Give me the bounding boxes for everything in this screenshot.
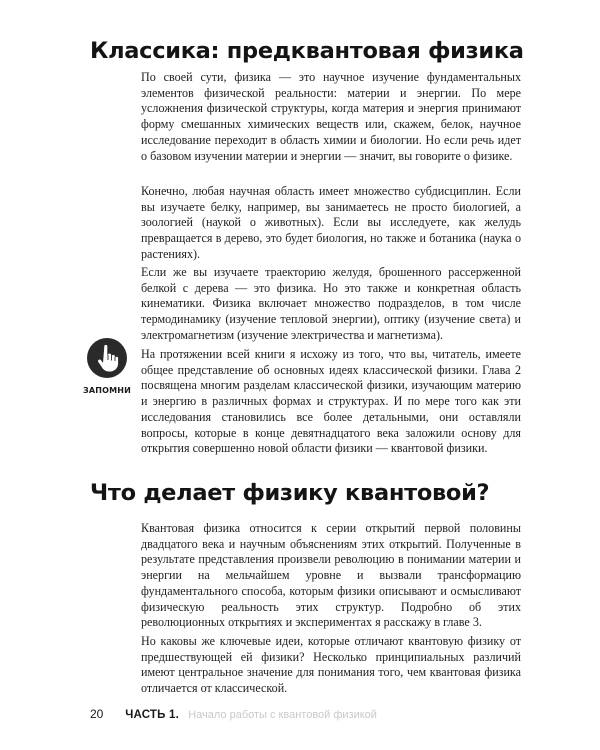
- part-label: ЧАСТЬ 1.: [125, 709, 179, 721]
- paragraph-remember-note: [141, 347, 521, 457]
- paragraph-text: Квантовая физика относится к серии открытий первой половины двадцатого века и научным объяснениям этих открытий. Полученные в результате представления произвели революцию в понимании материи и энергии на мельчайшем уровне и вызвали трансформацию фундаментального способа, которым физики описывают и осмысливают физическую реальность этих структур. Подробно об этих революционных открытиях и экспериментах я расскажу в главе 3.: [141, 521, 521, 630]
- paragraph-subdisciplines: [141, 184, 521, 263]
- page-footer: [90, 707, 377, 727]
- paragraph-text: По своей сути, физика — это научное изучение фундаментальных элементов физической реальности: материи и энергии. По мере усложнения физической структуры, когда материя и энергия принимают форму смешанных химических веществ или, скажем, белок, научное исследование переходит в область химии и биологии. Но если речь идет о базовом изучении материи и энергии — значит, вы говорите о физике.: [141, 70, 521, 163]
- remember-callout: [77, 338, 137, 400]
- pointing-hand-icon: [87, 338, 127, 378]
- paragraph-kinematics: [141, 265, 521, 344]
- section-title-classical-physics: Классика: предквантовая физика: [90, 38, 524, 64]
- remember-label: ЗАПОМНИ: [82, 386, 132, 395]
- paragraph-text: Конечно, любая научная область имеет множество субдисциплин. Если вы изучаете белку, например, вы занимаетесь не просто биологией, а зоологией (наукой о животных). Если вы исследуете, как желудь превращается в дерево, это будет биология, но также и ботаника (наука о растениях).: [141, 184, 521, 261]
- part-title: Начало работы с квантовой физикой: [188, 709, 377, 721]
- paragraph-key-ideas: [141, 634, 521, 697]
- paragraph-physics-definition: [141, 70, 521, 164]
- paragraph-quantum-discoveries: [141, 521, 521, 631]
- pointing-hand-icon-glyph: [95, 344, 119, 372]
- page-number: 20: [90, 707, 104, 721]
- section-title-what-makes-quantum: Что делает физику квантовой?: [90, 480, 490, 506]
- paragraph-text: Но каковы же ключевые идеи, которые отличают квантовую физику от предшествующей ей физики? Несколько принципиальных различий имеют центральное значение для понимания того, чем квантовая физика отличается от классической.: [141, 634, 521, 696]
- paragraph-text: Если же вы изучаете траекторию желудя, брошенного рассерженной белкой с дерева — это физика. Но это также и конкретная область кинематики. Физика включает множество подразделов, в том числе термодинамику (изучение тепловой энергии), оптику (изучение света) и электромагнетизм (изучение электричества и магнетизма).: [141, 265, 521, 342]
- paragraph-text: На протяжении всей книги я исхожу из того, что вы, читатель, имеете общее представление об основных идеях классической физики. Глава 2 посвящена многим разделам классической физики, изучающим материю и энергию в различных формах и структурах. И по мере того как эти исследования становились все более детальными, они оставляли вопросы, которые в конце девятнадцатого века заложили основу для открытия совершенно новой области физики — квантовой физики.: [141, 347, 521, 456]
